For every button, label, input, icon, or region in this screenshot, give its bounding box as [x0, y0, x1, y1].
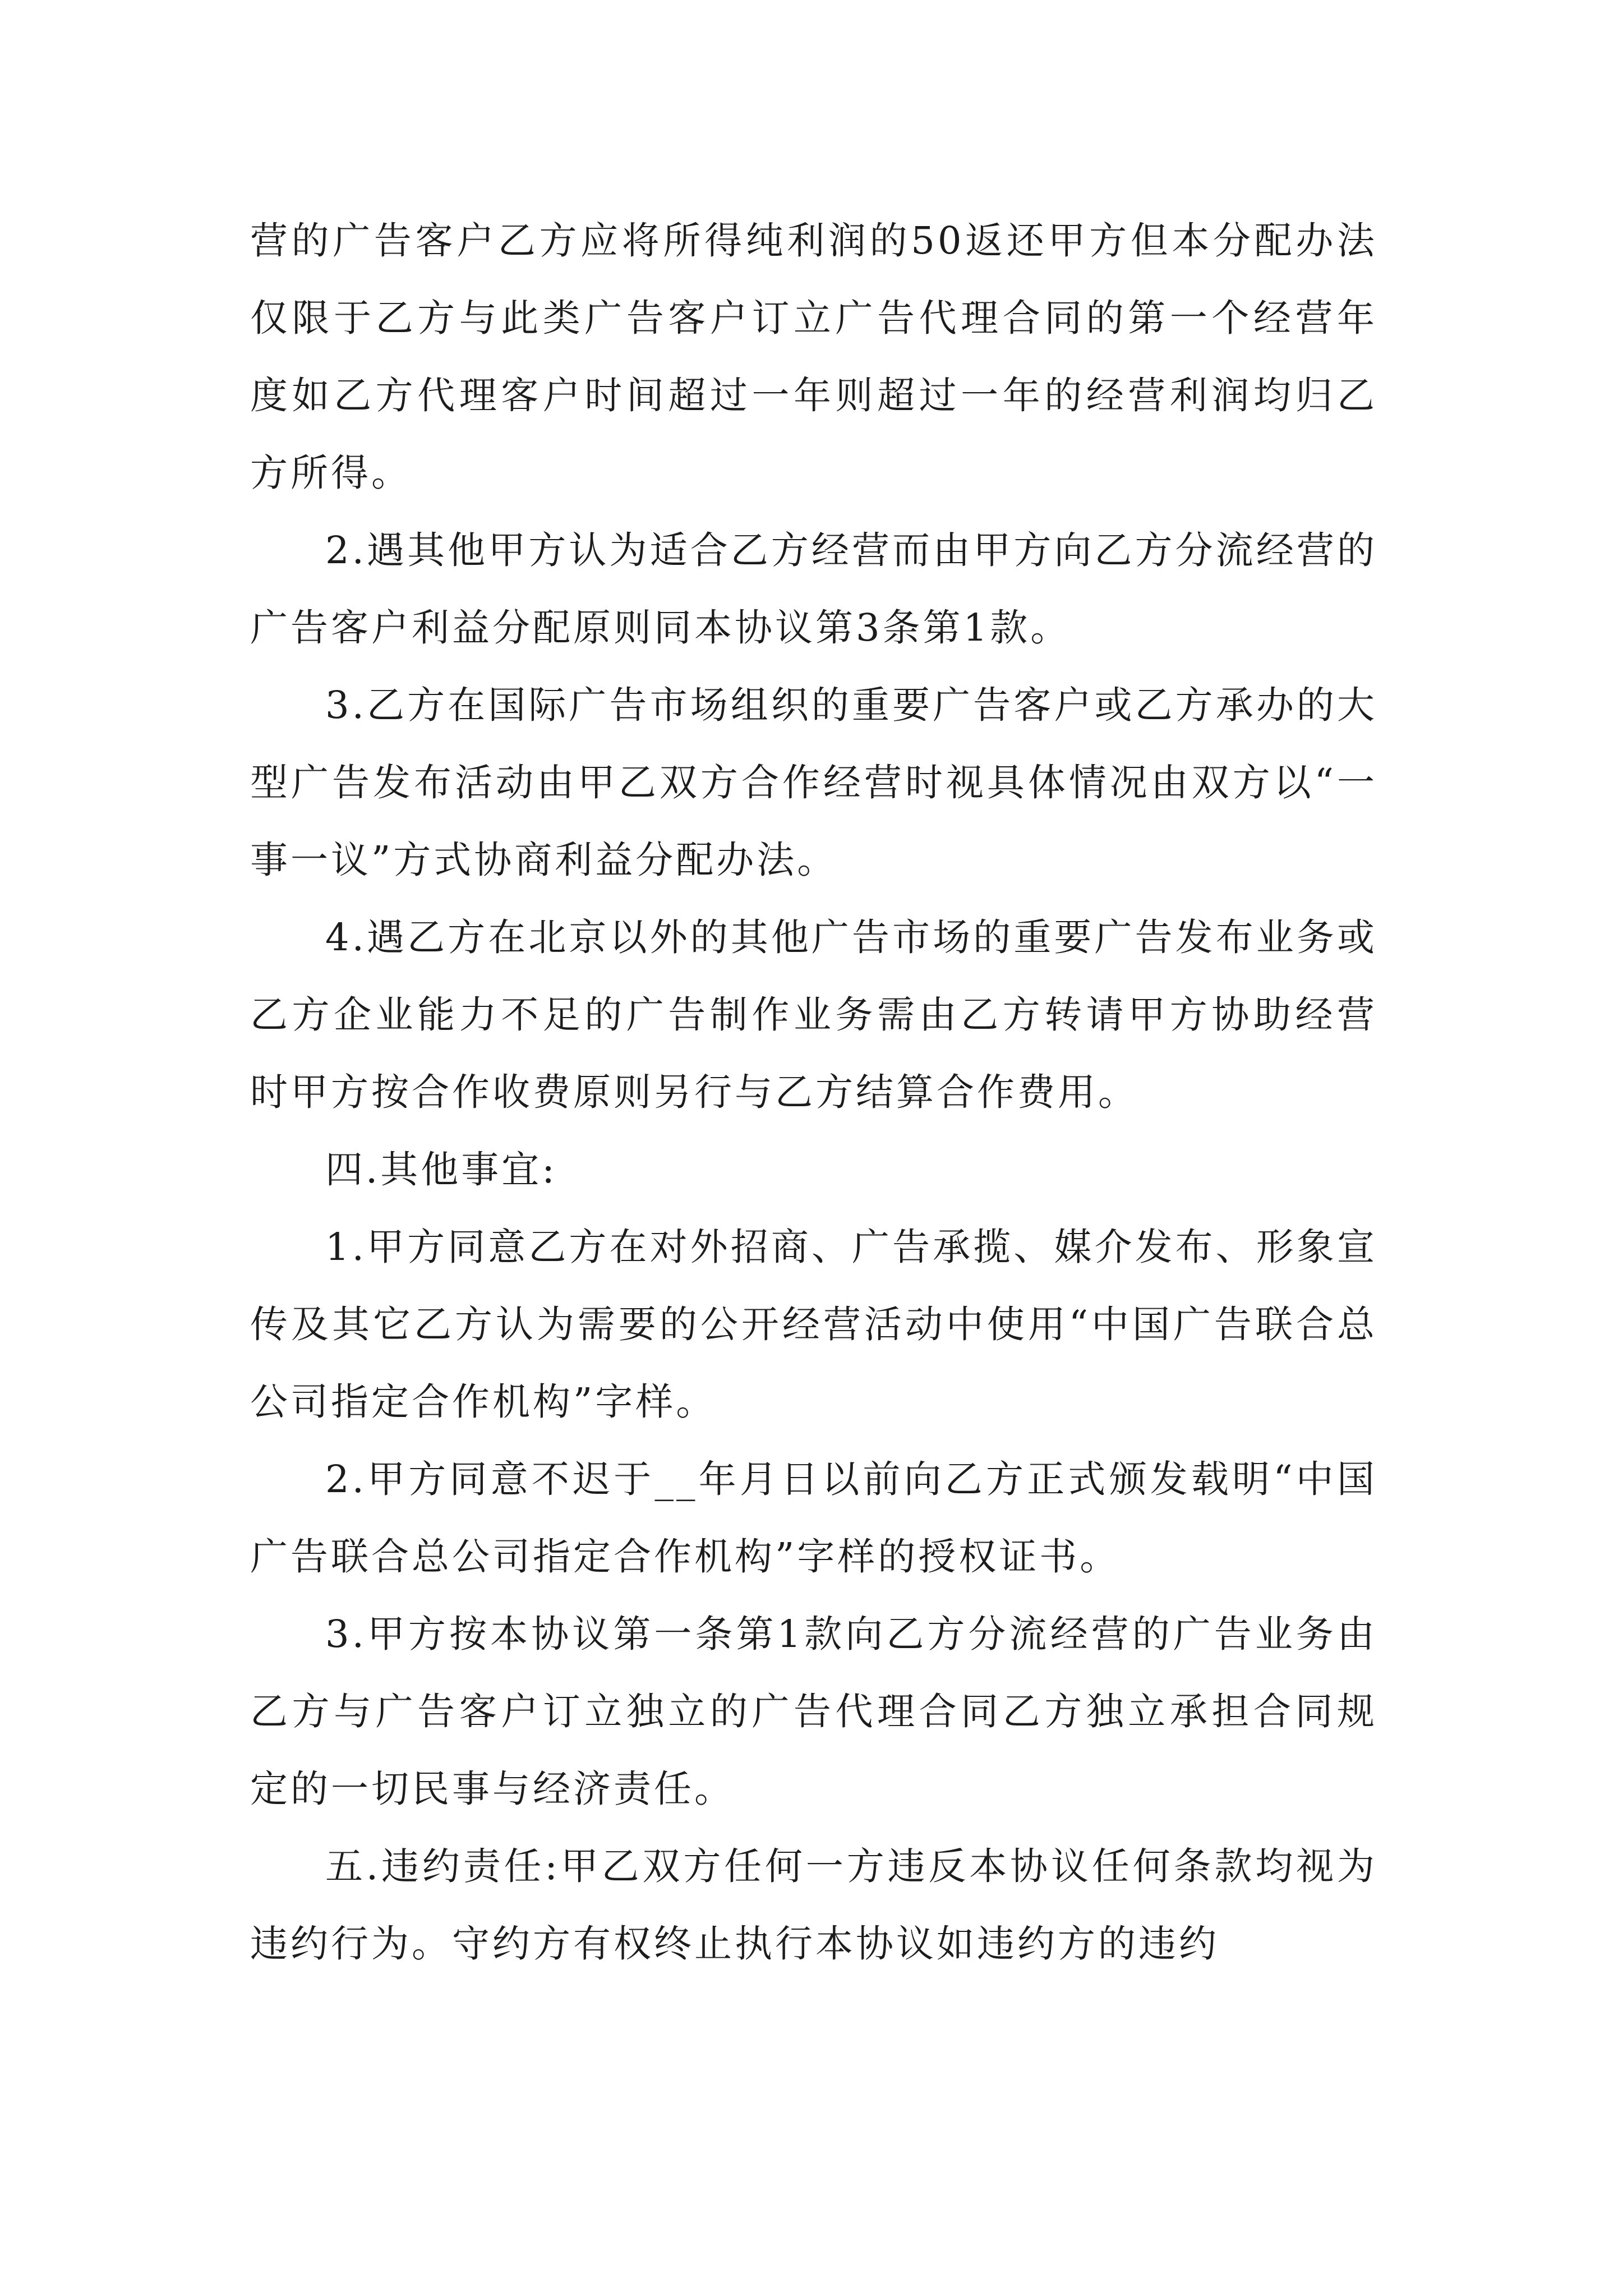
- paragraph-continuation: 营的广告客户乙方应将所得纯利润的50返还甲方但本分配办法仅限于乙方与此类广告客户订立广告代理合同的第一个经营年度如乙方代理客户时间超过一年则超过一年的经营利润均归乙方所得。: [250, 219, 1377, 495]
- paragraph-item-3-2: 2.遇其他甲方认为适合乙方经营而由甲方向乙方分流经营的广告客户利益分配原则同本协议第3条第1款。: [250, 528, 1377, 650]
- paragraph-item-3-3: 3.乙方在国际广告市场组织的重要广告客户或乙方承办的大型广告发布活动由甲乙双方合作经营时视具体情况由双方以“一事一议”方式协商利益分配办法。: [250, 683, 1377, 882]
- document-body: [250, 202, 1377, 1982]
- paragraph-item-4-1: 1.甲方同意乙方在对外招商、广告承揽、媒介发布、形象宣传及其它乙方认为需要的公开经营活动中使用“中国广告联合总公司指定合作机构”字样。: [250, 1225, 1377, 1424]
- paragraph-item-4-2: 2.甲方同意不迟于__年月日以前向乙方正式颁发载明“中国广告联合总公司指定合作机构”字样的授权证书。: [250, 1457, 1377, 1579]
- section-heading-other-matters: 四.其他事宜:: [325, 1148, 557, 1191]
- paragraph-item-4-3: 3.甲方按本协议第一条第1款向乙方分流经营的广告业务由乙方与广告客户订立独立的广告代理合同乙方独立承担合同规定的一切民事与经济责任。: [250, 1612, 1377, 1811]
- paragraph-item-3-4: 4.遇乙方在北京以外的其他广告市场的重要广告发布业务或乙方企业能力不足的广告制作业务需由乙方转请甲方协助经营时甲方按合作收费原则另行与乙方结算合作费用。: [250, 915, 1377, 1114]
- section-breach-liability: 五.违约责任:甲乙双方任何一方违反本协议任何条款均视为违约行为。守约方有权终止执行本协议如违约方的违约: [250, 1844, 1377, 1966]
